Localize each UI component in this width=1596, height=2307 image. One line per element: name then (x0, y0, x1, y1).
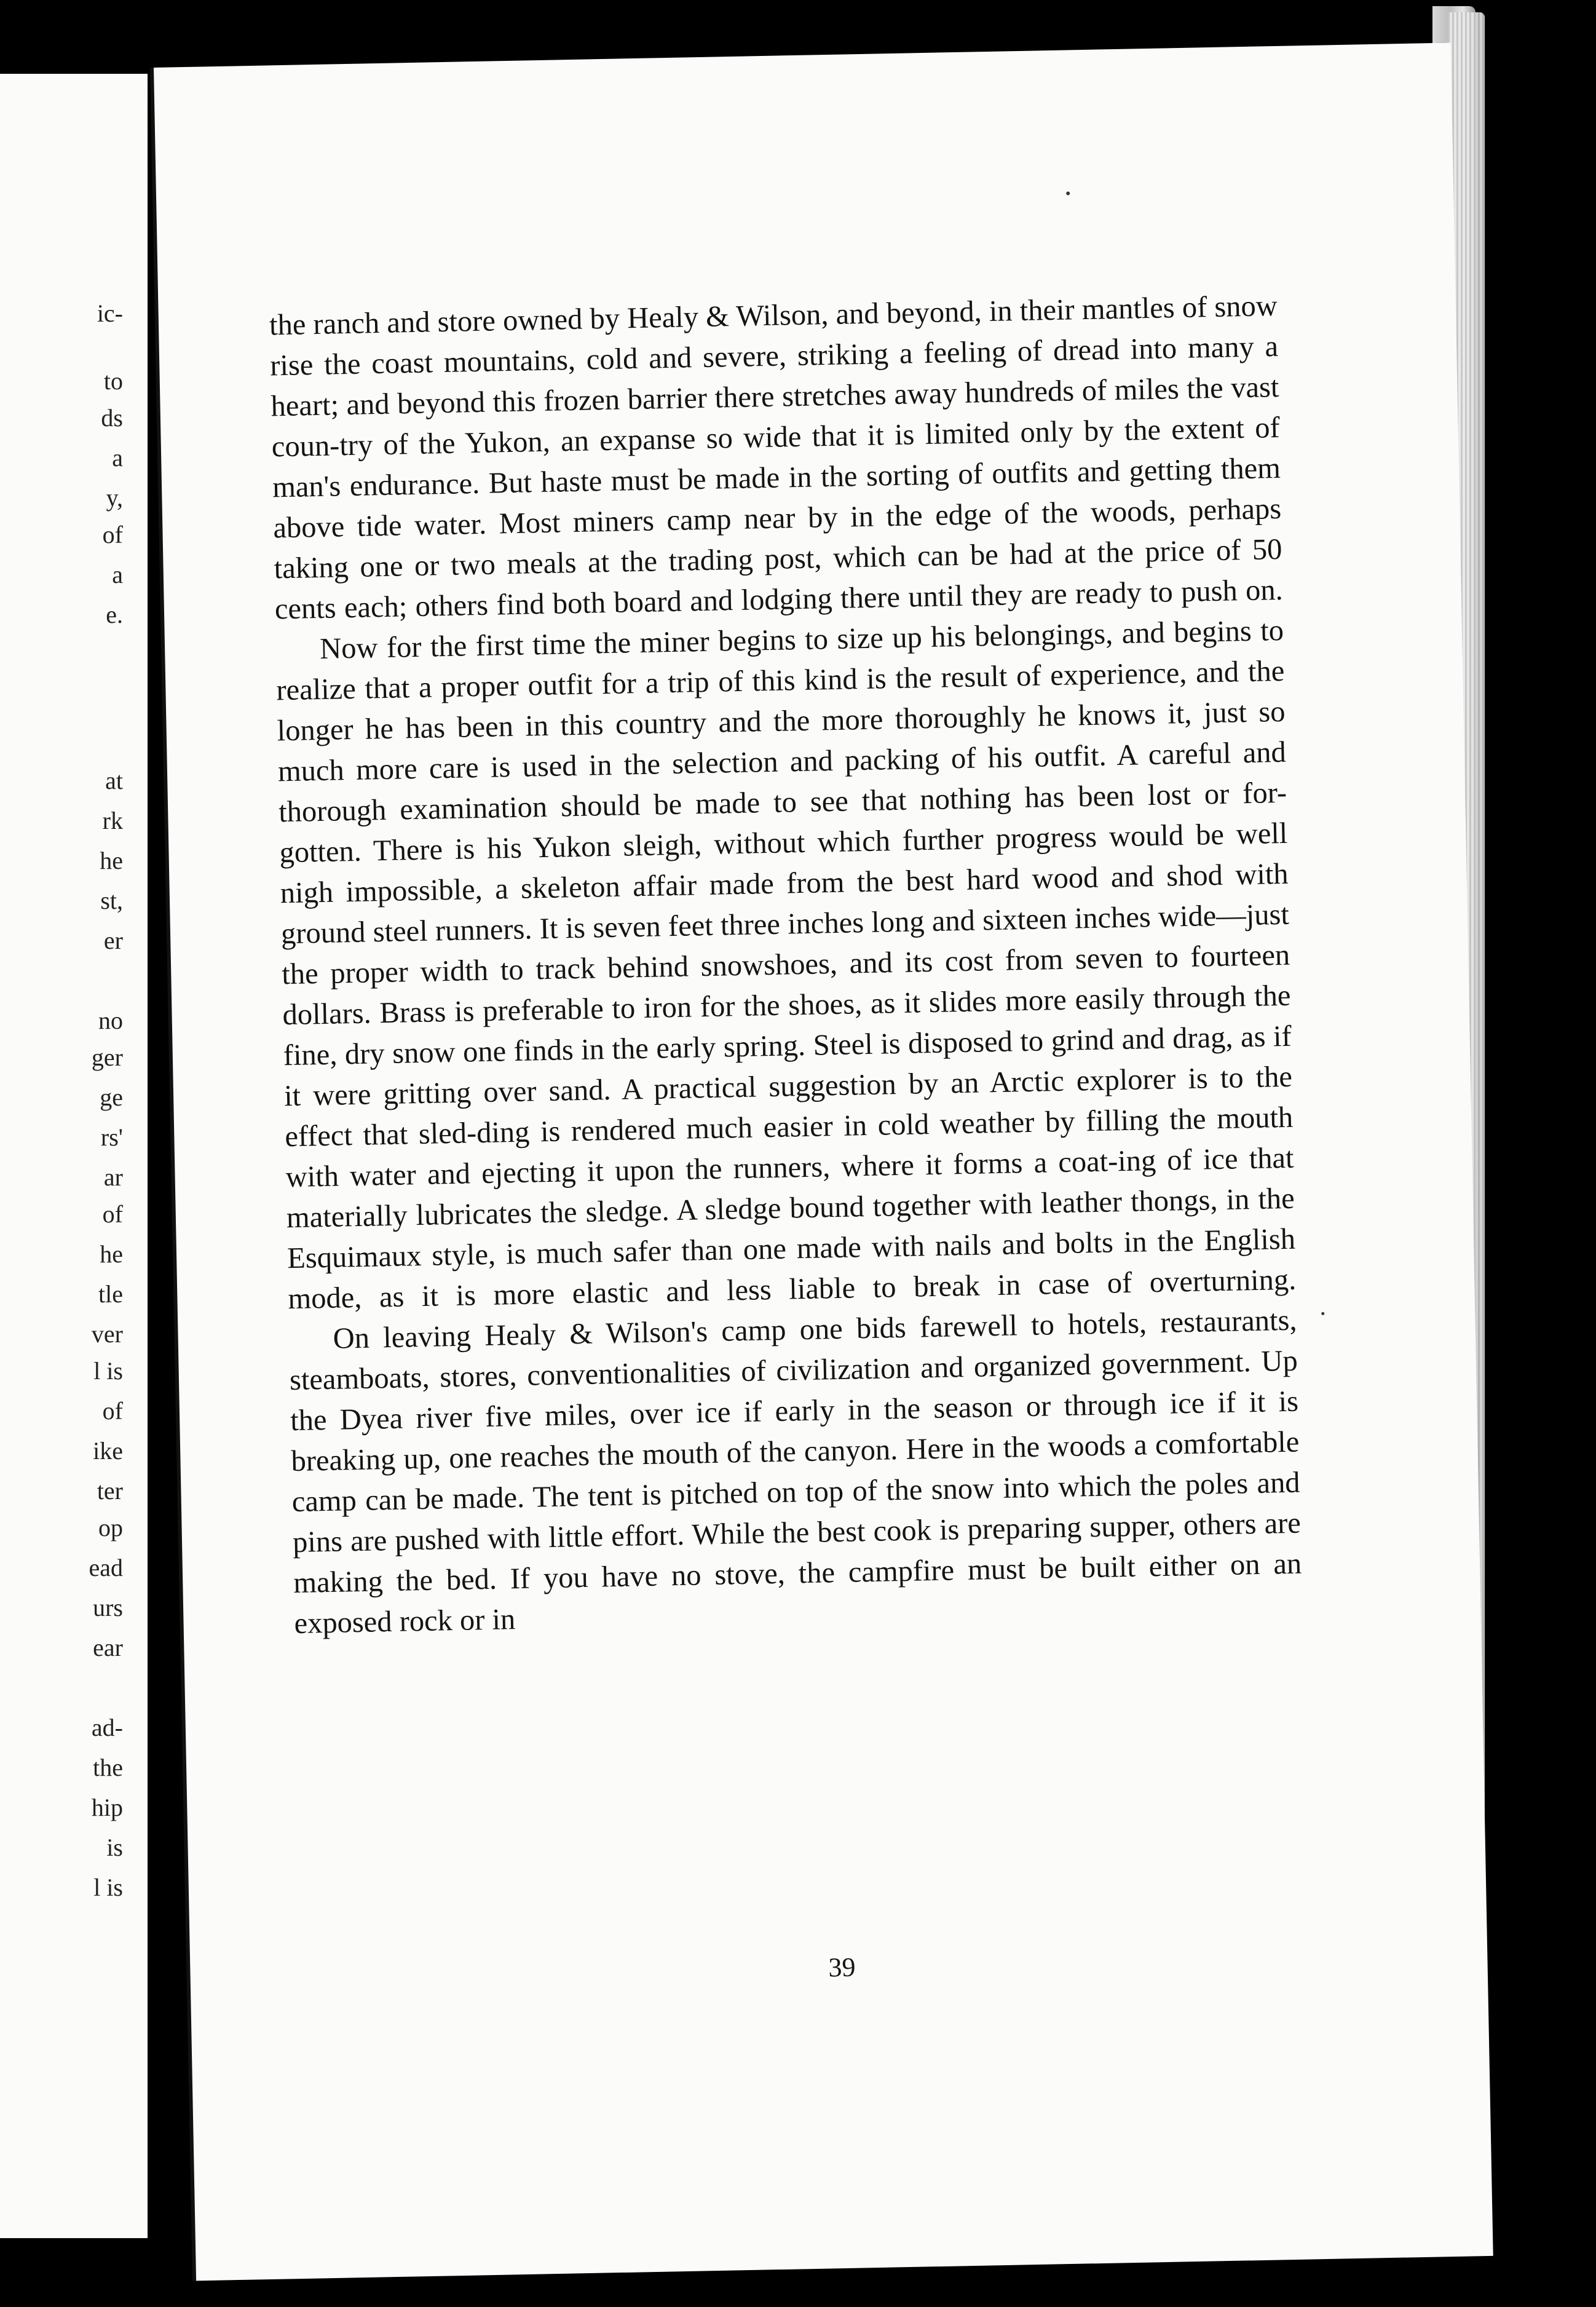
left-page-line-fragment: no (98, 1007, 123, 1034)
left-page-line-fragment: st, (100, 887, 123, 914)
left-page-line-fragment: rs' (100, 1123, 123, 1151)
right-page (154, 42, 1493, 2281)
left-page-line-fragment: ver (91, 1320, 123, 1348)
left-page (0, 74, 148, 2238)
left-page-line-fragment: a (112, 561, 123, 588)
left-page-line-fragment: at (105, 767, 123, 794)
left-page-line-fragment: ar (103, 1163, 123, 1191)
left-page-line-fragment: of (102, 1397, 123, 1425)
left-page-line-fragment: er (103, 927, 123, 954)
left-page-line-fragment: hip (91, 1794, 123, 1821)
left-page-line-fragment: l is (93, 1874, 123, 1901)
left-page-line-fragment: ge (100, 1083, 123, 1111)
left-page-line-fragment: is (106, 1834, 123, 1861)
left-page-line-fragment: he (100, 847, 123, 874)
left-page-line-fragment: a (112, 444, 123, 472)
print-speck (1066, 191, 1070, 195)
left-page-line-fragment: e. (106, 601, 123, 628)
left-page-line-fragment: ic- (97, 299, 123, 327)
paragraph-2: Now for the first time the miner begins to size up his belongings, and begins to realize that a proper outfit for a trip of this kind is the result of experience, and the longer he has been in this country and the more thoroughly he knows it, just so much more care is used in the selection and packing of his outfit. A careful and thorough examination should be made to see that nothing has been lost or for-gotten. There is his Yukon sleigh, without which further progress would be well nigh impossible, a skeleton affair made from the best hard wood and shod with ground steel runners. It is seven feet three inches long and sixteen inches wide—just the proper width to track behind snowshoes, and its cost from seven to fourteen dollars. Brass is preferable to iron for the shoes, as it slides more easily through the fine, dry snow one finds in the early spring. Steel is disposed to grind and drag, as if it were gritting over sand. A practical suggestion by an Arctic explorer is to the effect that sled-ding is rendered much easier in cold weather by filling the mouth with water and ejecting it upon the runners, where it forms a coat-ing of ice that materially lubricates the sledge. A sledge bound together with leather thongs, in the Esquimaux style, is much safer than one made with nails and bolts in the English mode, as it is more elastic and less liable to break in case of overturning. (275, 614, 1297, 1316)
left-page-line-fragment: ear (93, 1634, 123, 1661)
print-speck (1321, 1312, 1324, 1315)
left-page-line-fragment: ad- (91, 1714, 123, 1741)
left-page-line-fragment: the (93, 1754, 123, 1781)
left-page-line-fragment: l is (93, 1357, 123, 1385)
left-page-line-fragment: ter (97, 1477, 123, 1505)
left-page-line-fragment: tle (98, 1280, 123, 1308)
left-page-line-fragment: ike (93, 1437, 123, 1465)
left-page-line-fragment: he (100, 1240, 123, 1268)
paragraph-3: On leaving Healy & Wilson's camp one bids farewell to hotels, restaurants, steamboats, stores, conventionalities of civilization and organized government. Up the Dyea river five miles, over ice if early in the season or through ice if it is breaking up, one reaches the mouth of the canyon. Here in the woods a comfortable camp can be made. The tent is pitched on top of the snow into which the poles and pins are pushed with little effort. While the best cook is preparing supper, others are making the bed. If you have no stove, the campfire must be built either on an exposed rock or in (289, 1304, 1302, 1640)
left-page-line-fragment: ds (101, 404, 123, 432)
left-page-line-fragment: op (98, 1514, 123, 1541)
left-page-line-fragment: rk (102, 807, 123, 834)
left-page-line-fragment: ger (91, 1043, 123, 1071)
paragraph-1: the ranch and store owned by Healy & Wilson, and beyond, in their mantles of snow rise the coast mountains, cold and severe, striking a feeling of dread into many a heart; and beyond this frozen barrier there stretches away hundreds of miles the vast coun-try of the Yukon, an expanse so wide that it is limited only by the extent of man's endurance. But haste must be made in the sorting of outfits and getting them above tide water. Most miners camp near by in the edge of the woods, perhaps taking one or two meals at the trading post, which can be had at the price of 50 cents each; others find both board and lodging there until they are ready to push on. (269, 289, 1284, 626)
page-number: 39 (828, 1952, 856, 1983)
left-page-line-fragment: y, (106, 484, 123, 512)
body-text (269, 286, 1303, 1644)
left-page-line-fragment: urs (93, 1594, 123, 1621)
left-page-line-fragment: to (103, 367, 123, 395)
left-page-line-fragment: ead (89, 1554, 123, 1581)
left-page-line-fragment: of (102, 1200, 123, 1228)
left-page-line-fragment: of (102, 521, 123, 548)
